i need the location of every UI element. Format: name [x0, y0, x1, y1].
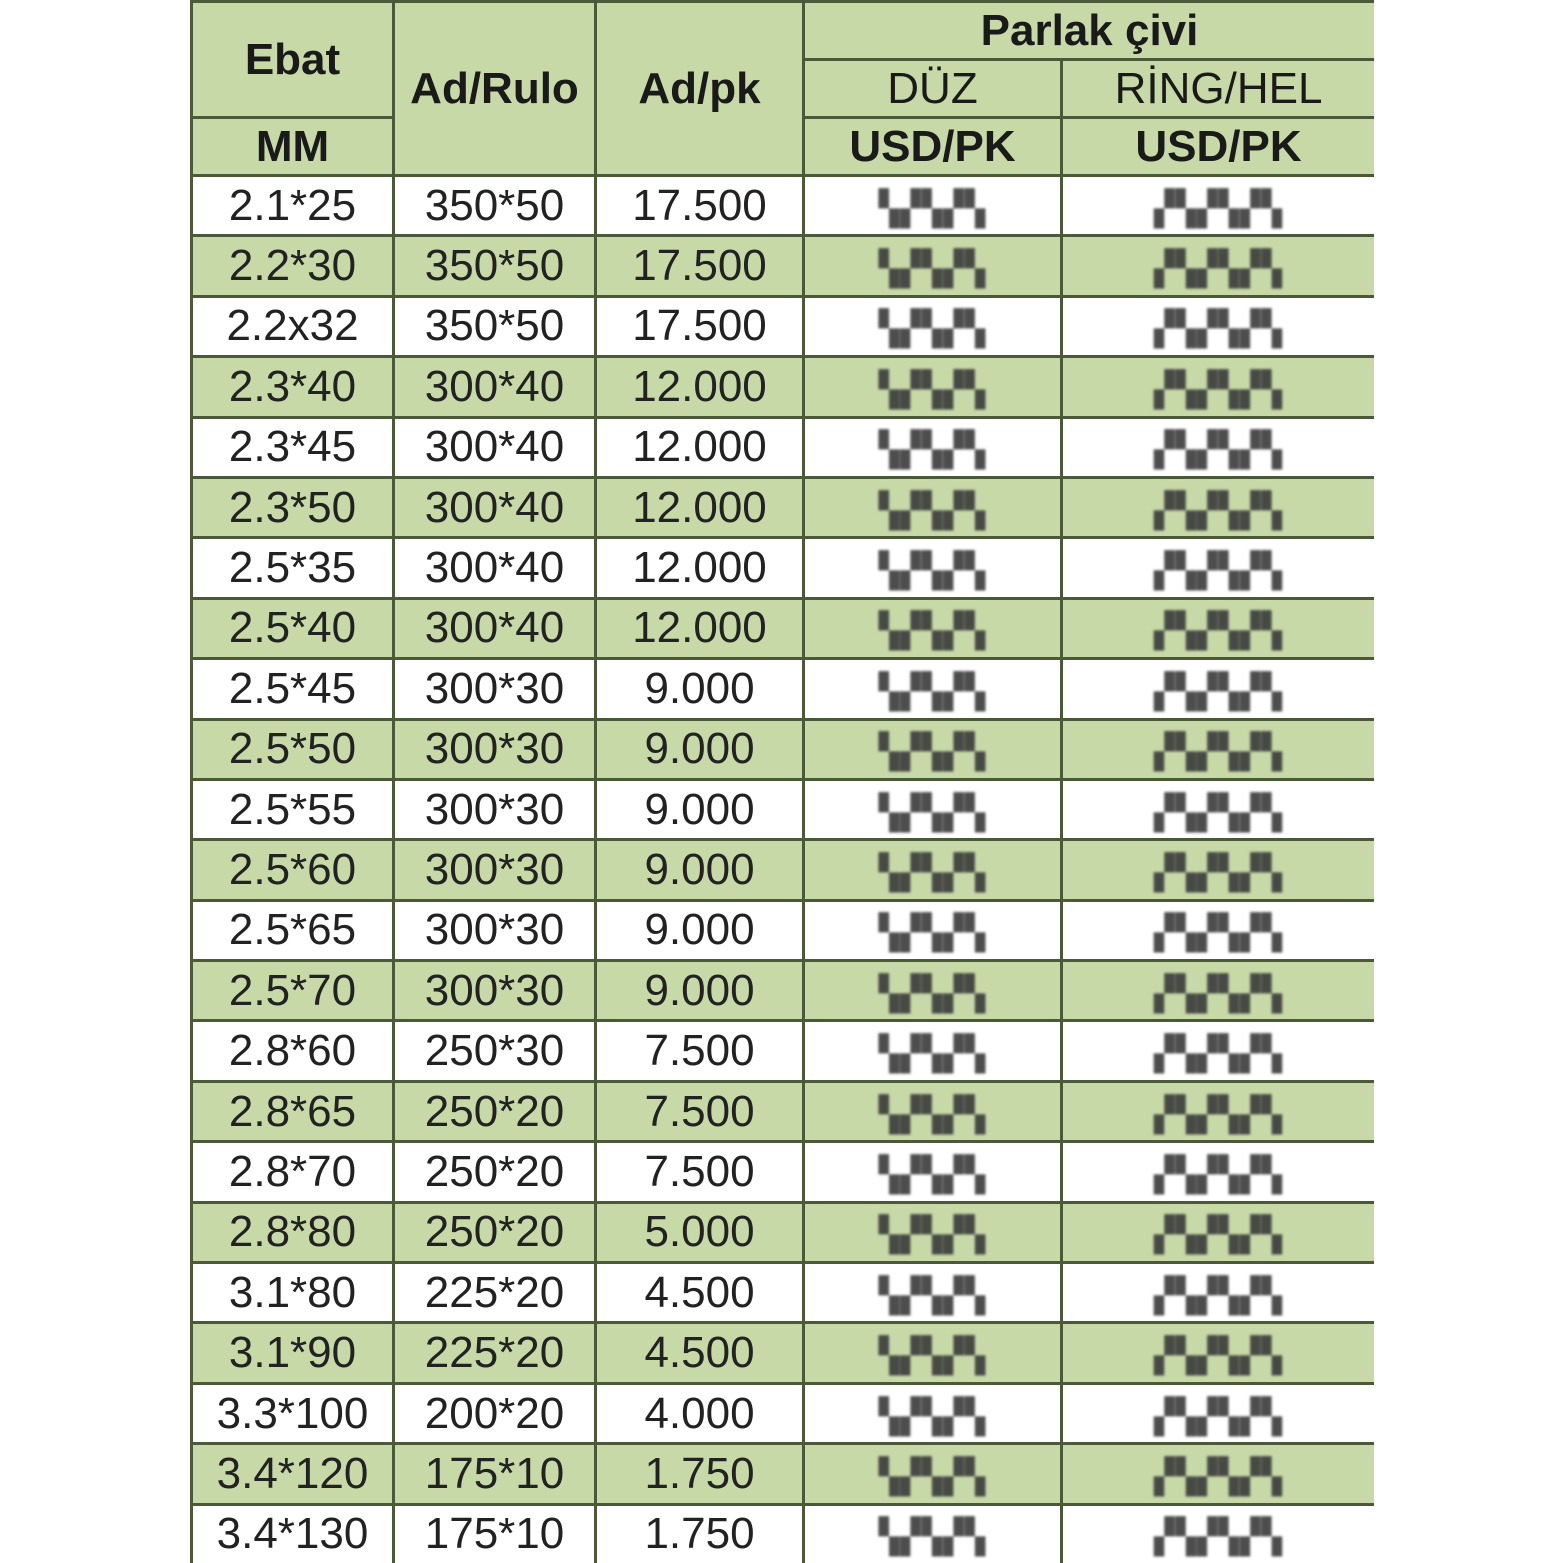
cell-price-ring-obscured — [1062, 1383, 1375, 1443]
cell-price-duz-obscured — [804, 779, 1062, 839]
cell-ebat: 2.5*65 — [192, 900, 394, 960]
cell-price-duz-obscured — [804, 1081, 1062, 1141]
cell-price-ring-obscured — [1062, 840, 1375, 900]
cell-price-ring-obscured — [1062, 538, 1375, 598]
cell-price-duz-obscured — [804, 1323, 1062, 1383]
redacted-value-mark: ▚▞▚▞▚ — [878, 611, 987, 652]
redacted-value-mark: ▞▚▞▚▞▚ — [1154, 671, 1283, 712]
cell-ad-rulo: 250*20 — [394, 1202, 596, 1262]
redacted-value-mark: ▞▚▞▚▞▚ — [1154, 1396, 1283, 1437]
cell-price-duz-obscured — [804, 1142, 1062, 1202]
cell-ad-rulo: 300*30 — [394, 900, 596, 960]
cell-ad-pk: 17.500 — [596, 176, 804, 236]
redacted-value-mark: ▞▚▞▚▞▚ — [1154, 1154, 1283, 1195]
header-row-1 — [192, 2, 1375, 60]
redacted-value-mark: ▚▞▚▞▚ — [878, 1456, 987, 1497]
redacted-value-mark: ▞▚▞▚▞▚ — [1154, 1456, 1283, 1497]
cell-ebat: 2.3*45 — [192, 417, 394, 477]
redacted-value-mark: ▚▞▚▞▚ — [878, 1336, 987, 1377]
cell-ad-pk: 7.500 — [596, 1021, 804, 1081]
cell-price-ring-obscured — [1062, 357, 1375, 417]
table-row — [192, 1202, 1375, 1262]
cell-ad-rulo: 350*50 — [394, 296, 596, 356]
redacted-value-mark: ▞▚▞▚▞▚ — [1154, 1094, 1283, 1135]
table-row — [192, 1263, 1375, 1323]
cell-ad-rulo: 300*30 — [394, 840, 596, 900]
table-row — [192, 296, 1375, 356]
redacted-value-mark: ▞▚▞▚▞▚ — [1154, 1517, 1283, 1558]
cell-ad-pk: 1.750 — [596, 1504, 804, 1563]
redacted-value-mark: ▞▚▞▚▞▚ — [1154, 913, 1283, 954]
redacted-value-mark: ▚▞▚▞▚ — [878, 973, 987, 1014]
col-header-ad-pk: Ad/pk — [596, 2, 804, 176]
cell-ebat: 3.1*90 — [192, 1323, 394, 1383]
cell-ebat: 3.4*130 — [192, 1504, 394, 1563]
cell-ad-pk: 9.000 — [596, 900, 804, 960]
redacted-value-mark: ▚▞▚▞▚ — [878, 309, 987, 350]
redacted-value-mark: ▚▞▚▞▚ — [878, 1275, 987, 1316]
cell-ad-pk: 7.500 — [596, 1142, 804, 1202]
redacted-value-mark: ▚▞▚▞▚ — [878, 1396, 987, 1437]
cell-ebat: 2.1*25 — [192, 176, 394, 236]
cell-ad-rulo: 300*30 — [394, 779, 596, 839]
cell-ebat: 2.5*45 — [192, 659, 394, 719]
cell-ad-rulo: 175*10 — [394, 1444, 596, 1504]
cell-ad-rulo: 225*20 — [394, 1263, 596, 1323]
table-row — [192, 1323, 1375, 1383]
col-header-usd-pk-duz: USD/PK — [804, 118, 1062, 176]
cell-ad-pk: 17.500 — [596, 236, 804, 296]
cell-price-ring-obscured — [1062, 1504, 1375, 1563]
group-header-parlak-civi: Parlak çivi — [804, 2, 1375, 60]
cell-ebat: 2.8*80 — [192, 1202, 394, 1262]
cell-ad-pk: 7.500 — [596, 1081, 804, 1141]
redacted-value-mark: ▞▚▞▚▞▚ — [1154, 792, 1283, 833]
cell-ebat: 2.2x32 — [192, 296, 394, 356]
table-row — [192, 1444, 1375, 1504]
cell-price-ring-obscured — [1062, 961, 1375, 1021]
redacted-value-mark: ▚▞▚▞▚ — [878, 490, 987, 531]
redacted-value-mark: ▚▞▚▞▚ — [878, 1517, 987, 1558]
redacted-value-mark: ▞▚▞▚▞▚ — [1154, 973, 1283, 1014]
redacted-value-mark: ▚▞▚▞▚ — [878, 913, 987, 954]
cell-price-ring-obscured — [1062, 477, 1375, 537]
cell-ad-rulo: 250*20 — [394, 1081, 596, 1141]
redacted-value-mark: ▚▞▚▞▚ — [878, 430, 987, 471]
price-sheet — [190, 0, 1374, 1563]
cell-ebat: 2.3*40 — [192, 357, 394, 417]
cell-price-ring-obscured — [1062, 1081, 1375, 1141]
cell-price-ring-obscured — [1062, 779, 1375, 839]
cell-price-duz-obscured — [804, 719, 1062, 779]
cell-price-ring-obscured — [1062, 598, 1375, 658]
cell-price-duz-obscured — [804, 477, 1062, 537]
cell-ad-rulo: 300*30 — [394, 659, 596, 719]
table-row — [192, 961, 1375, 1021]
cell-ebat: 2.5*55 — [192, 779, 394, 839]
redacted-value-mark: ▚▞▚▞▚ — [878, 1094, 987, 1135]
cell-price-duz-obscured — [804, 1504, 1062, 1563]
table-row — [192, 598, 1375, 658]
cell-price-ring-obscured — [1062, 296, 1375, 356]
redacted-value-mark: ▞▚▞▚▞▚ — [1154, 852, 1283, 893]
cell-price-duz-obscured — [804, 1383, 1062, 1443]
table-row — [192, 1504, 1375, 1563]
redacted-value-mark: ▚▞▚▞▚ — [878, 1154, 987, 1195]
redacted-value-mark: ▚▞▚▞▚ — [878, 671, 987, 712]
cell-price-ring-obscured — [1062, 1444, 1375, 1504]
redacted-value-mark: ▞▚▞▚▞▚ — [1154, 611, 1283, 652]
table-row — [192, 477, 1375, 537]
cell-ad-pk: 17.500 — [596, 296, 804, 356]
cell-ad-rulo: 200*20 — [394, 1383, 596, 1443]
cell-ebat: 2.8*70 — [192, 1142, 394, 1202]
redacted-value-mark: ▚▞▚▞▚ — [878, 732, 987, 773]
table-row — [192, 1383, 1375, 1443]
redacted-value-mark: ▞▚▞▚▞▚ — [1154, 490, 1283, 531]
redacted-value-mark: ▚▞▚▞▚ — [878, 188, 987, 229]
redacted-value-mark: ▚▞▚▞▚ — [878, 1215, 987, 1256]
cell-ad-pk: 12.000 — [596, 417, 804, 477]
cell-ad-rulo: 300*40 — [394, 477, 596, 537]
cell-ebat: 2.5*60 — [192, 840, 394, 900]
col-header-ad-rulo: Ad/Rulo — [394, 2, 596, 176]
cell-ebat: 2.2*30 — [192, 236, 394, 296]
cell-ebat: 2.5*35 — [192, 538, 394, 598]
redacted-value-mark: ▞▚▞▚▞▚ — [1154, 1275, 1283, 1316]
cell-price-duz-obscured — [804, 176, 1062, 236]
col-header-ring-hel: RİNG/HEL — [1062, 60, 1375, 118]
cell-price-duz-obscured — [804, 1021, 1062, 1081]
cell-ad-pk: 12.000 — [596, 598, 804, 658]
cell-ad-rulo: 300*40 — [394, 357, 596, 417]
cell-ad-pk: 12.000 — [596, 357, 804, 417]
cell-ebat: 3.1*80 — [192, 1263, 394, 1323]
table-row — [192, 538, 1375, 598]
cell-ad-rulo: 350*50 — [394, 236, 596, 296]
cell-price-ring-obscured — [1062, 417, 1375, 477]
cell-price-duz-obscured — [804, 900, 1062, 960]
table-row — [192, 236, 1375, 296]
cell-price-ring-obscured — [1062, 659, 1375, 719]
cell-price-duz-obscured — [804, 1444, 1062, 1504]
cell-ad-pk: 12.000 — [596, 477, 804, 537]
cell-price-duz-obscured — [804, 598, 1062, 658]
cell-ad-rulo: 350*50 — [394, 176, 596, 236]
cell-ad-rulo: 225*20 — [394, 1323, 596, 1383]
cell-ad-pk: 1.750 — [596, 1444, 804, 1504]
redacted-value-mark: ▚▞▚▞▚ — [878, 852, 987, 893]
redacted-value-mark: ▚▞▚▞▚ — [878, 551, 987, 592]
redacted-value-mark: ▞▚▞▚▞▚ — [1154, 430, 1283, 471]
redacted-value-mark: ▞▚▞▚▞▚ — [1154, 1034, 1283, 1075]
cell-ebat: 3.3*100 — [192, 1383, 394, 1443]
cell-ad-pk: 9.000 — [596, 659, 804, 719]
cell-price-ring-obscured — [1062, 900, 1375, 960]
col-header-ebat: Ebat — [192, 2, 394, 118]
cell-price-duz-obscured — [804, 236, 1062, 296]
cell-price-duz-obscured — [804, 659, 1062, 719]
cell-ad-pk: 9.000 — [596, 961, 804, 1021]
col-header-duz: DÜZ — [804, 60, 1062, 118]
cell-price-ring-obscured — [1062, 719, 1375, 779]
redacted-value-mark: ▚▞▚▞▚ — [878, 1034, 987, 1075]
redacted-value-mark: ▚▞▚▞▚ — [878, 369, 987, 410]
cell-ebat: 2.5*40 — [192, 598, 394, 658]
cell-ebat: 2.8*60 — [192, 1021, 394, 1081]
cell-ad-rulo: 300*40 — [394, 598, 596, 658]
table-body — [192, 176, 1375, 1563]
cell-ad-pk: 9.000 — [596, 840, 804, 900]
col-header-usd-pk-ring: USD/PK — [1062, 118, 1375, 176]
cell-price-ring-obscured — [1062, 1323, 1375, 1383]
redacted-value-mark: ▚▞▚▞▚ — [878, 249, 987, 290]
cell-price-duz-obscured — [804, 1263, 1062, 1323]
table-row — [192, 417, 1375, 477]
cell-ad-pk: 4.500 — [596, 1263, 804, 1323]
cell-ebat: 2.8*65 — [192, 1081, 394, 1141]
table-row — [192, 659, 1375, 719]
table-row — [192, 1081, 1375, 1141]
table-row — [192, 719, 1375, 779]
table-row — [192, 900, 1375, 960]
cell-ad-rulo: 300*30 — [394, 961, 596, 1021]
redacted-value-mark: ▞▚▞▚▞▚ — [1154, 551, 1283, 592]
cell-ad-pk: 12.000 — [596, 538, 804, 598]
cell-ebat: 2.3*50 — [192, 477, 394, 537]
cell-price-duz-obscured — [804, 357, 1062, 417]
table-row — [192, 1142, 1375, 1202]
table-row — [192, 357, 1375, 417]
cell-ad-rulo: 175*10 — [394, 1504, 596, 1563]
cell-price-ring-obscured — [1062, 236, 1375, 296]
nail-price-table — [190, 0, 1374, 1563]
redacted-value-mark: ▞▚▞▚▞▚ — [1154, 249, 1283, 290]
cell-price-duz-obscured — [804, 1202, 1062, 1262]
cell-ad-rulo: 250*30 — [394, 1021, 596, 1081]
cell-price-duz-obscured — [804, 296, 1062, 356]
cell-ad-pk: 5.000 — [596, 1202, 804, 1262]
redacted-value-mark: ▚▞▚▞▚ — [878, 792, 987, 833]
cell-price-ring-obscured — [1062, 176, 1375, 236]
cell-price-ring-obscured — [1062, 1142, 1375, 1202]
cell-ad-pk: 4.500 — [596, 1323, 804, 1383]
cell-price-duz-obscured — [804, 840, 1062, 900]
table-row — [192, 840, 1375, 900]
cell-ebat: 2.5*70 — [192, 961, 394, 1021]
cell-ad-rulo: 300*40 — [394, 417, 596, 477]
cell-price-duz-obscured — [804, 417, 1062, 477]
col-header-mm: MM — [192, 118, 394, 176]
cell-ebat: 2.5*50 — [192, 719, 394, 779]
redacted-value-mark: ▞▚▞▚▞▚ — [1154, 309, 1283, 350]
redacted-value-mark: ▞▚▞▚▞▚ — [1154, 1215, 1283, 1256]
cell-price-duz-obscured — [804, 538, 1062, 598]
cell-ad-rulo: 300*30 — [394, 719, 596, 779]
cell-price-ring-obscured — [1062, 1263, 1375, 1323]
cell-price-ring-obscured — [1062, 1202, 1375, 1262]
table-row — [192, 779, 1375, 839]
cell-price-duz-obscured — [804, 961, 1062, 1021]
table-row — [192, 176, 1375, 236]
cell-ad-pk: 4.000 — [596, 1383, 804, 1443]
cell-ad-pk: 9.000 — [596, 779, 804, 839]
redacted-value-mark: ▞▚▞▚▞▚ — [1154, 369, 1283, 410]
cell-price-ring-obscured — [1062, 1021, 1375, 1081]
redacted-value-mark: ▞▚▞▚▞▚ — [1154, 732, 1283, 773]
table-row — [192, 1021, 1375, 1081]
redacted-value-mark: ▞▚▞▚▞▚ — [1154, 1336, 1283, 1377]
redacted-value-mark: ▞▚▞▚▞▚ — [1154, 188, 1283, 229]
cell-ad-rulo: 300*40 — [394, 538, 596, 598]
cell-ad-rulo: 250*20 — [394, 1142, 596, 1202]
cell-ebat: 3.4*120 — [192, 1444, 394, 1504]
cell-ad-pk: 9.000 — [596, 719, 804, 779]
